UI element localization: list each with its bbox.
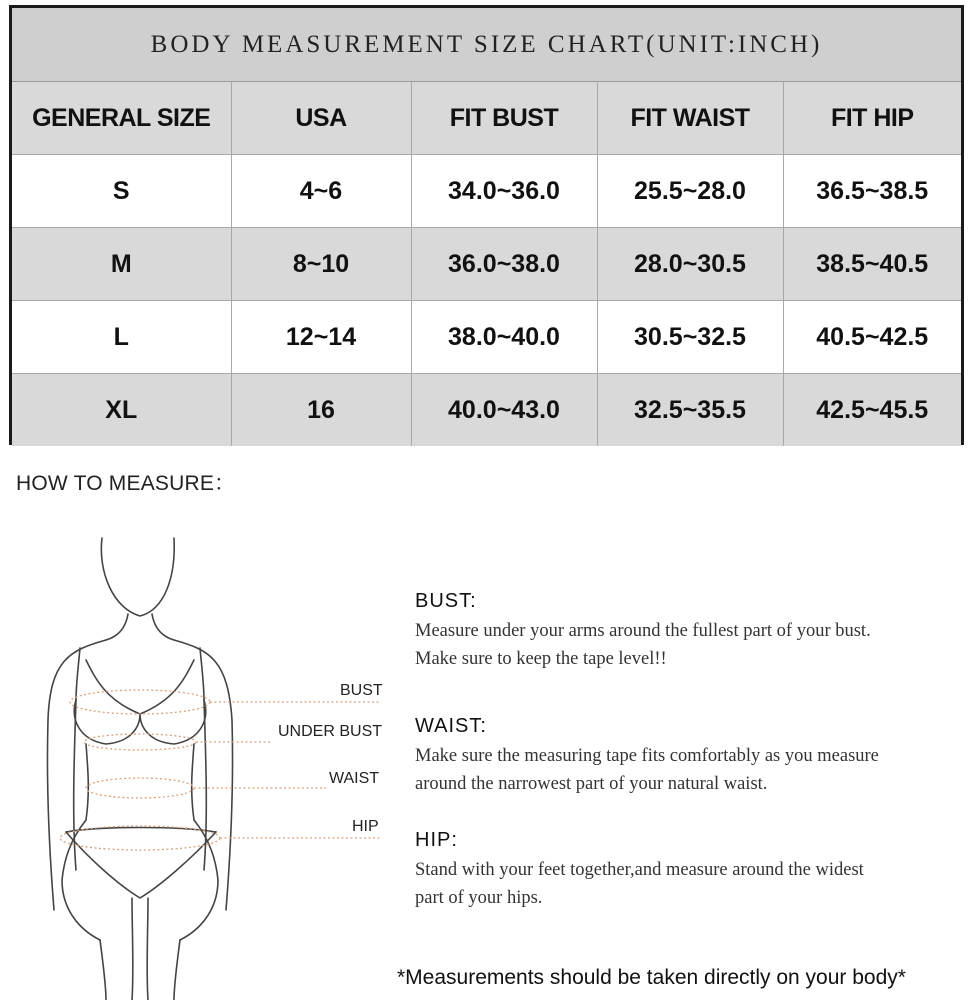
size-chart: [9, 5, 964, 445]
cell-hip: 36.5~38.5: [783, 155, 961, 228]
instruction-hip-heading: HIP:: [415, 829, 458, 851]
header-fit-hip: FIT HIP: [783, 82, 961, 155]
instruction-hip-line-1: Stand with your feet together,and measure around the widest: [415, 860, 864, 880]
table-row: [12, 155, 961, 228]
header-general-size: GENERAL SIZE: [12, 82, 231, 155]
cell-usa: 12~14: [231, 301, 411, 374]
cell-usa: 8~10: [231, 228, 411, 301]
cell-size: S: [12, 155, 231, 228]
cell-bust: 38.0~40.0: [411, 301, 597, 374]
cell-waist: 30.5~32.5: [597, 301, 783, 374]
table-row: [12, 228, 961, 301]
instruction-bust-line-1: Measure under your arms around the fullest part of your bust.: [415, 621, 871, 641]
instruction-waist-line-2: around the narrowest part of your natural waist.: [415, 774, 768, 794]
instruction-waist-heading: WAIST:: [415, 715, 487, 737]
cell-size: L: [12, 301, 231, 374]
instruction-bust-heading: BUST:: [415, 590, 477, 612]
cell-hip: 42.5~45.5: [783, 374, 961, 447]
cell-hip: 40.5~42.5: [783, 301, 961, 374]
instruction-hip-line-2: part of your hips.: [415, 888, 543, 908]
cell-waist: 25.5~28.0: [597, 155, 783, 228]
cell-bust: 36.0~38.0: [411, 228, 597, 301]
cell-waist: 32.5~35.5: [597, 374, 783, 447]
table-header-row: [12, 82, 961, 155]
cell-usa: 4~6: [231, 155, 411, 228]
figure-label-waist: WAIST: [329, 770, 380, 787]
cell-size: M: [12, 228, 231, 301]
cell-bust: 34.0~36.0: [411, 155, 597, 228]
body-figure: [40, 530, 400, 1000]
instruction-bust: [415, 590, 965, 673]
instruction-waist-line-1: Make sure the measuring tape fits comfortably as you measure: [415, 746, 879, 766]
instruction-bust-line-2: Make sure to keep the tape level!!: [415, 649, 667, 669]
chart-title: BODY MEASUREMENT SIZE CHART(UNIT:INCH): [12, 8, 961, 82]
cell-hip: 38.5~40.5: [783, 228, 961, 301]
header-fit-bust: FIT BUST: [411, 82, 597, 155]
cell-size: XL: [12, 374, 231, 447]
header-usa: USA: [231, 82, 411, 155]
figure-label-under-bust: UNDER BUST: [278, 723, 383, 740]
cell-usa: 16: [231, 374, 411, 447]
body-outline-illustration: [40, 530, 400, 1000]
instruction-hip: [415, 829, 965, 912]
figure-label-hip: HIP: [352, 818, 379, 835]
figure-label-bust: BUST: [340, 682, 383, 699]
table-row: [12, 374, 961, 447]
instruction-waist: [415, 715, 965, 798]
how-to-measure-heading: HOW TO MEASURE：: [16, 472, 236, 495]
table-row: [12, 301, 961, 374]
cell-waist: 28.0~30.5: [597, 228, 783, 301]
header-fit-waist: FIT WAIST: [597, 82, 783, 155]
cell-bust: 40.0~43.0: [411, 374, 597, 447]
size-table: [12, 82, 961, 446]
measurement-footnote: *Measurements should be taken directly on your body*: [397, 966, 906, 989]
